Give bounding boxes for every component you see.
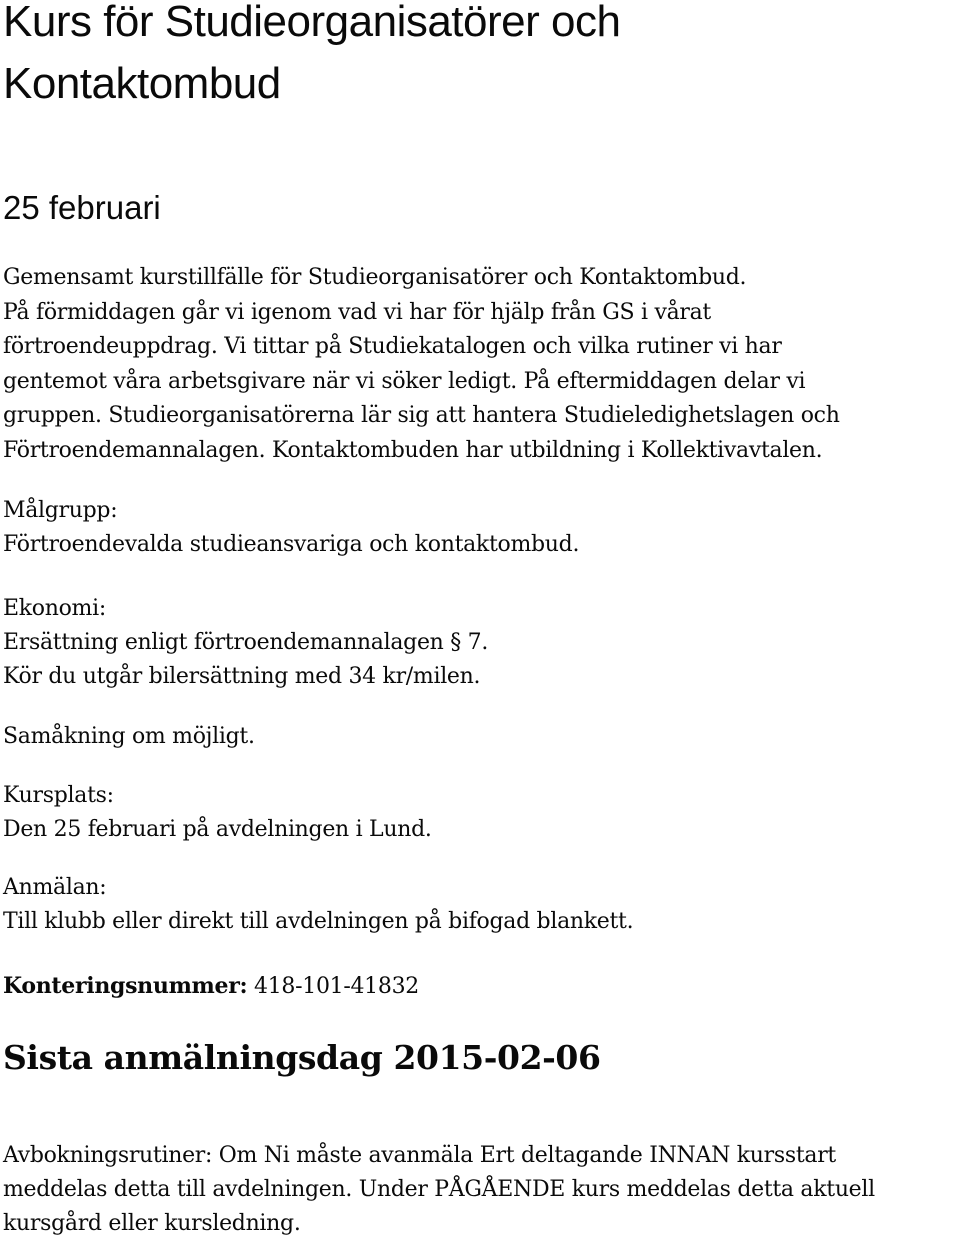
intro-line: Gemensamt kurstillfälle för Studieorganisatörer och Kontaktombud.	[3, 265, 747, 290]
target-group-label: Målgrupp:	[3, 498, 118, 523]
date-heading: 25 februari	[3, 189, 161, 226]
intro-line: gentemot våra arbetsgivare när vi söker ledigt. På eftermiddagen delar vi	[3, 368, 806, 394]
target-group-section	[3, 494, 579, 562]
registration-deadline: Sista anmälningsdag 2015-02-06	[3, 1038, 601, 1077]
registration-text: Till klubb eller direkt till avdelningen på bifogad blankett.	[3, 909, 634, 934]
deadline-section	[3, 1038, 601, 1078]
economy-label: Ekonomi:	[3, 596, 106, 621]
course-place-text: Den 25 februari på avdelningen i Lund.	[3, 817, 432, 842]
registration-label: Anmälan:	[3, 875, 107, 900]
account-number-line	[3, 969, 419, 1004]
cancellation-section	[3, 1139, 875, 1241]
title-line-1: Kurs för Studieorganisatörer och	[3, 0, 621, 46]
economy-line-2: Kör du utgår bilersättning med 34 kr/milen.	[3, 664, 481, 689]
economy-line-1-suffix: 7.	[460, 630, 489, 655]
intro-line: gruppen. Studieorganisatörerna lär sig att hantera Studieledighetslagen och	[3, 403, 840, 429]
section-sign: §	[450, 630, 461, 655]
document-title	[3, 0, 620, 115]
account-number-label: Konteringsnummer:	[3, 973, 248, 999]
course-place-section	[3, 779, 432, 847]
account-number-section	[3, 969, 419, 1004]
economy-line-1-prefix: Ersättning enligt förtroendemannalagen	[3, 630, 451, 655]
cancellation-line: meddelas detta till avdelningen. Under PÅGÅENDE kurs meddelas detta aktuell	[3, 1177, 875, 1202]
economy-line-3: Samåkning om möjligt.	[3, 724, 255, 749]
target-group-text: Förtroendevalda studieansvariga och kontaktombud.	[3, 532, 580, 557]
economy-line-1	[3, 626, 488, 660]
account-number-value: 418-101-41832	[247, 974, 419, 999]
title-line-2: Kontaktombud	[3, 59, 281, 108]
cancellation-line: Avbokningsrutiner: Om Ni måste avanmäla Ert deltagande INNAN kursstart	[3, 1143, 836, 1168]
course-place-label: Kursplats:	[3, 783, 114, 808]
intro-paragraph	[3, 261, 840, 469]
carpool-note	[3, 720, 255, 754]
intro-line: förtroendeuppdrag. Vi tittar på Studiekatalogen och vilka rutiner vi har	[3, 334, 782, 360]
cancellation-line: kursgård eller kursledning.	[3, 1211, 301, 1236]
intro-line: Förtroendemannalagen. Kontaktombuden har utbildning i Kollektivavtalen.	[3, 437, 823, 463]
intro-line: På förmiddagen går vi igenom vad vi har för hjälp från GS i vårat	[3, 299, 711, 325]
registration-section	[3, 871, 633, 939]
economy-section	[3, 592, 488, 694]
